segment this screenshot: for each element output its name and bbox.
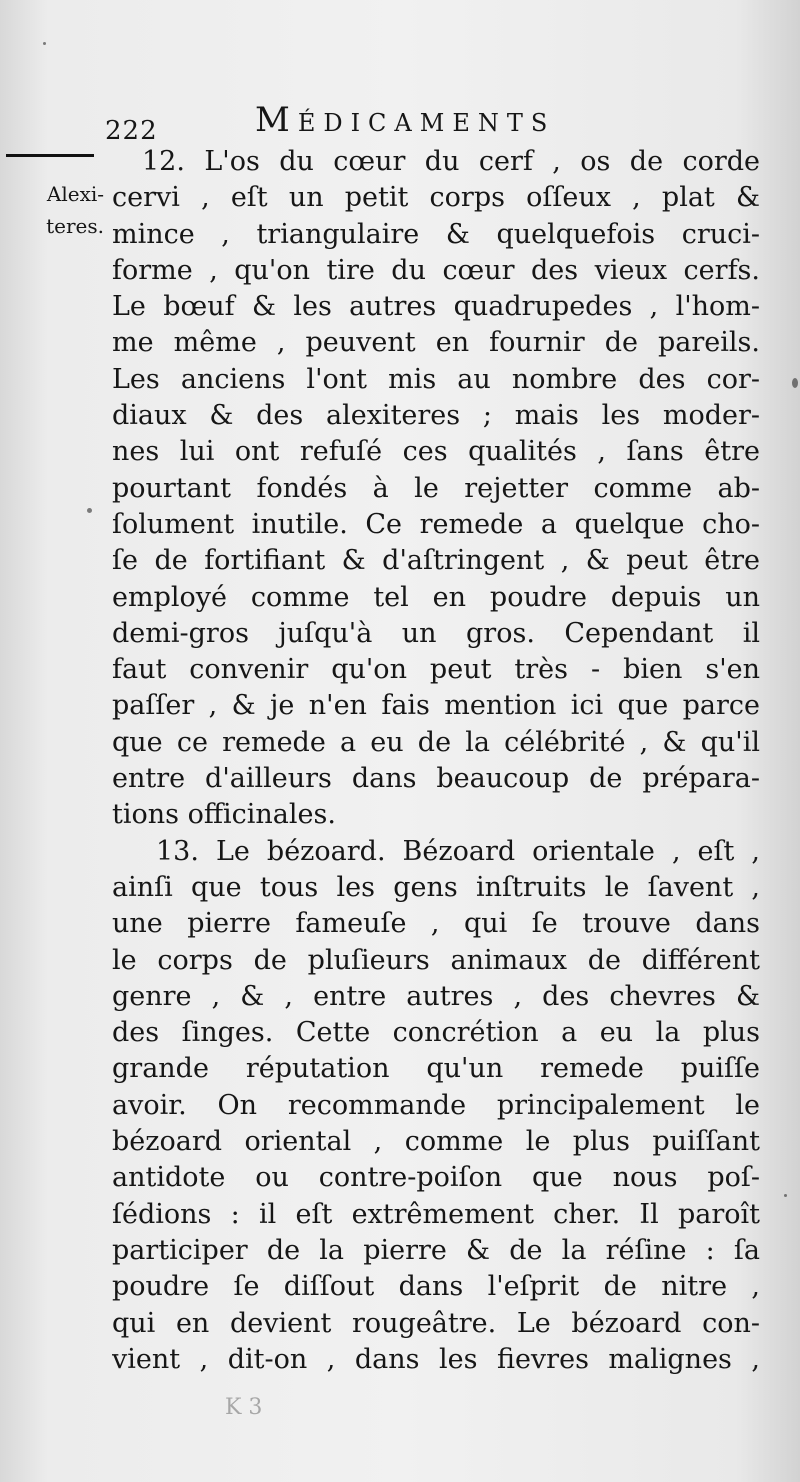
text-line: participer de la pierre & de la réſine : ſa: [112, 1234, 760, 1266]
text-line: avoir. On recommande principalement le: [112, 1089, 760, 1121]
text-line: pourtant fondés à le rejetter comme ab-: [112, 472, 760, 504]
text-line: 12. L'os du cœur du cerf , os de corde: [142, 146, 760, 177]
ink-speck: [792, 378, 798, 388]
text-line: me même , peuvent en fournir de pareils.: [112, 327, 760, 359]
text-line: des ſinges. Cette concrétion a eu la plus: [112, 1017, 760, 1049]
text-line: que ce remede a eu de la célébrité , & qu'il: [112, 726, 760, 758]
text-line: Les anciens l'ont mis au nombre des cor-: [112, 363, 760, 395]
text-line: employé comme tel en poudre depuis un: [112, 581, 760, 613]
text-line: diaux & des alexiteres ; mais les moder-: [112, 400, 760, 432]
margin-note-line: teres.: [46, 214, 104, 238]
text-line: poudre ſe diſſout dans l'eſprit de nitre ,: [112, 1271, 760, 1303]
page-number: 222: [105, 116, 158, 146]
margin-note: [0, 178, 104, 242]
text-line: une pierre fameuſe , qui ſe trouve dans: [112, 908, 760, 940]
text-line: ainſi que tous les gens inſtruits le ſavent ,: [112, 871, 760, 903]
text-line: le corps de pluſieurs animaux de différent: [112, 944, 760, 976]
text-line: bézoard oriental , comme le plus puiſſant: [112, 1126, 760, 1158]
text-line: cervi , eſt un petit corps oſſeux , plat &: [112, 182, 760, 214]
text-line: vient , dit-on , dans les fievres malignes ,: [112, 1343, 760, 1375]
text-line: genre , & , entre autres , des chevres &: [112, 980, 760, 1012]
text-line: 13. Le bézoard. Bézoard orientale , eſt ,: [156, 835, 760, 867]
margin-rule: [6, 154, 94, 157]
ink-speck: [784, 1194, 787, 1197]
text-line: Le bœuf & les autres quadrupedes , l'hom-: [112, 291, 760, 323]
text-line: mince , triangulaire & quelquefois cruci-: [112, 218, 760, 250]
text-line: ſédions : il eſt extrêmement cher. Il paroît: [112, 1198, 760, 1230]
text-line: ſe de fortifiant & d'aſtringent , & peut être: [112, 545, 760, 577]
text-line: entre d'ailleurs dans beaucoup de prépara-: [112, 763, 760, 795]
text-line: antidote ou contre-poiſon que nous poſ-: [112, 1162, 760, 1194]
text-line: paſſer , & je n'en fais mention ici que parce: [112, 690, 760, 722]
text-line: nes lui ont refuſé ces qualités , ſans être: [112, 436, 760, 468]
ink-speck: [87, 508, 92, 513]
text-line: faut convenir qu'on peut très - bien s'en: [112, 654, 760, 686]
signature-mark: K 3: [225, 1395, 263, 1420]
ink-speck: [43, 42, 46, 45]
running-title: Médicaments: [255, 100, 556, 140]
text-line: qui en devient rougeâtre. Le bézoard con-: [112, 1307, 760, 1339]
text-line: grande réputation qu'un remede puiſſe: [112, 1053, 760, 1085]
text-line: forme , qu'on tire du cœur des vieux cerfs.: [112, 254, 760, 286]
text-line: demi-gros juſqu'à un gros. Cependant il: [112, 617, 760, 649]
body-text: [112, 144, 760, 1378]
margin-note-line: Alexi-: [46, 182, 104, 206]
text-line: tions officinales.: [112, 799, 336, 831]
text-line: ſolument inutile. Ce remede a quelque cho-: [112, 508, 760, 540]
page-header: [100, 96, 600, 146]
